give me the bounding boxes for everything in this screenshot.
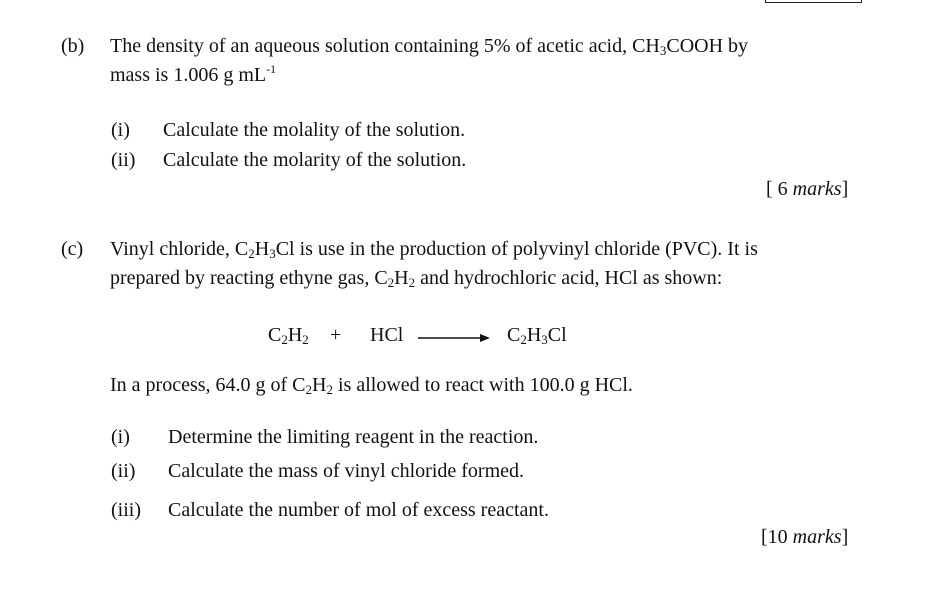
part-c-process-statement: In a process, 64.0 g of $C_2H_2$ is allowed to react with 100.0 g HCl. xyxy=(110,374,633,397)
part-c-item-1-number: (i) xyxy=(111,426,130,448)
part-b-item-2-number: (ii) xyxy=(111,149,136,171)
previous-marks-bracket xyxy=(765,0,862,3)
part-c-item-2-text: Calculate the mass of vinyl chloride formed. xyxy=(168,460,525,482)
part-b-question-line2: mass is 1.006 g $mL^{-1}$ xyxy=(110,62,277,86)
equation-product-vinyl-chloride: $C_2H_3Cl$ xyxy=(507,324,567,347)
part-c-label: (c) xyxy=(61,238,84,260)
equation-reactant-ethyne: $C_2H_2$ xyxy=(268,324,309,347)
part-b-item-1-number: (i) xyxy=(111,119,130,141)
part-c-item-2-number: (ii) xyxy=(111,460,136,482)
part-c-item-1-text: Determine the limiting reagent in the reaction. xyxy=(168,426,539,448)
equation-reactant-hcl: HCl xyxy=(370,324,404,346)
part-c-item-3-text: Calculate the number of mol of excess reactant. xyxy=(168,499,549,521)
part-b-marks: [ 6 marks] xyxy=(766,178,849,200)
part-c-item-3-number: (iii) xyxy=(111,499,141,521)
part-b-item-2-text: Calculate the molarity of the solution. xyxy=(163,149,467,171)
part-c-question-line1: Vinyl chloride, $C_2H_3Cl$ is use in the production of polyvinyl chloride (PVC). It is xyxy=(110,238,758,261)
part-b-question-line1: The density of an aqueous solution containing 5% of acetic acid, $CH_3COOH$ by xyxy=(110,35,749,58)
equation-plus: + xyxy=(330,324,342,346)
part-b-label: (b) xyxy=(61,35,85,57)
part-c-question-line2: prepared by reacting ethyne gas, $C_2H_2$ and hydrochloric acid, HCl as shown: xyxy=(110,267,723,290)
reaction-arrow-icon xyxy=(418,333,490,343)
part-c-marks: [10 marks] xyxy=(761,526,849,548)
part-b-item-1-text: Calculate the molality of the solution. xyxy=(163,119,466,141)
